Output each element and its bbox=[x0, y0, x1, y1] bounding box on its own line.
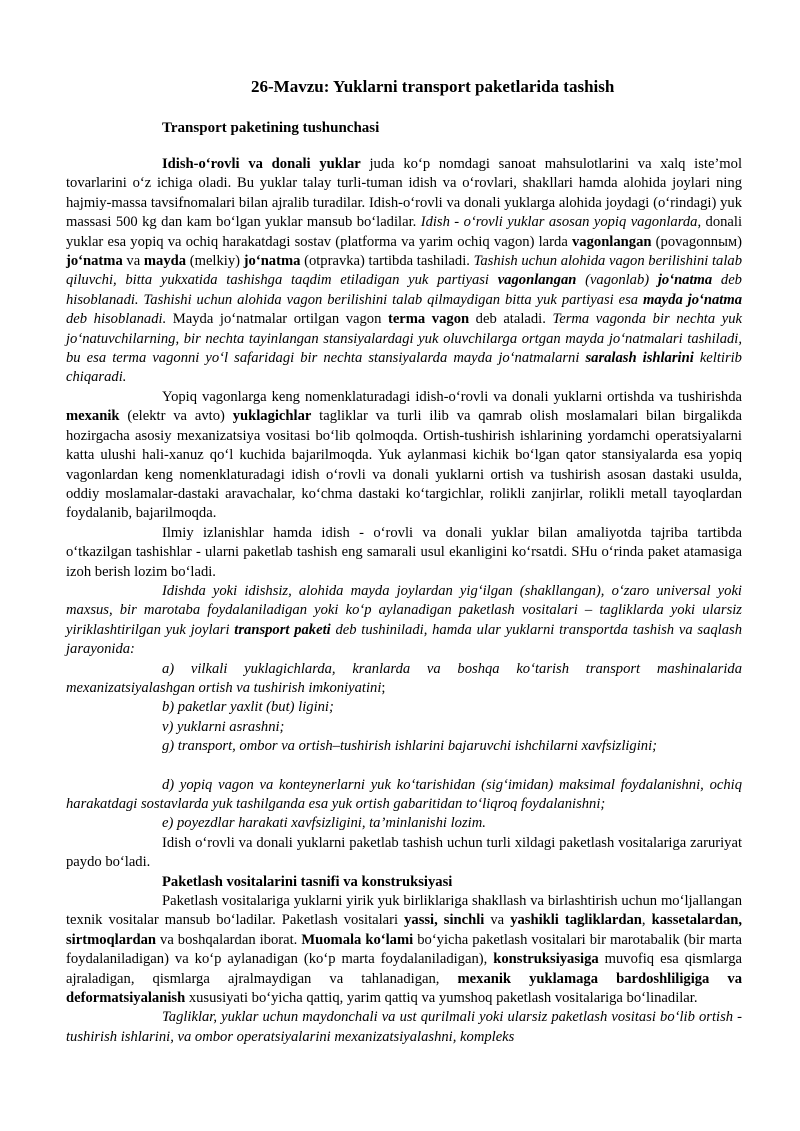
paragraph-4: Idishda yoki idishsiz, alohida mayda joylardan yig‘ilgan (shakllangan), o‘zaro universal yoki maxsus, bir marotaba foydalaniladigan yoki ko‘p aylanadigan paketlash vositalari – tagliklarda yoki ularsiz yiriklashtirilgan yuk joylari transport paketi deb tushiniladi, hamda ular yuklarni transportda tashish va saqlash jarayonida: bbox=[66, 582, 742, 658]
list-item-d: d) yopiq vagon va konteynerlarni yuk ko‘tarishidan (sig‘imidan) maksimal foydalanishni, ochiq harakatdagi sostavlarda yuk tashilganda esa yuk ortish gabaritidan to‘liqroq foydalanishni; bbox=[66, 776, 742, 812]
section-heading-packaging-means: Paketlash vositalarini tasnifi va konstruksiyasi bbox=[162, 873, 453, 890]
list-item-v: v) yuklarni asrashni; bbox=[162, 718, 285, 735]
list-item-a: a) vilkali yuklagichlarda, kranlarda va boshqa ko‘tarish transport mashinalarida mexanizatsiyalashgan ortish va tushirish imkoniyatini; bbox=[66, 660, 742, 696]
paragraph-2: Yopiq vagonlarga keng nomenklaturadagi idish-o‘rovli va donali yuklarni ortishda va tushirishda mexanik (elektr va avto) yuklagichlar tagliklar va turli ilib va qamrab olish moslamalari bilan birgalikda hozirgacha asosiy mexanizatsiya vositasi bo‘lib qolmoqda. Ortish-tushirish ishlarining yordamchi operatsiyalarni katta ulushi hali-xanuz qo‘l kuchida bajarilmoqda. Yuk aylanmasi kichik bo‘lgan qator stansiyalarda esa yopiq vagonlardan keng nomenklaturadagi idish o‘rovli va donali yuklarni ortish va tushirish asosan dastaki usulda, oddiy moslamalar-dastaki aravachalar, ko‘chma dastaki ko‘targichlar, rolikli zanjirlar, rolikli metall tayoqlardan foydalanib, bajarilmoqda. bbox=[66, 388, 742, 522]
paragraph-6: Paketlash vositalariga yuklarni yirik yuk birliklariga shakllash va birlashtirish uchun mo‘ljallangan texnik vositalar mansub bo‘ladilar. Paketlash vositalari yassi, sinchli va yashikli tagliklardan, kassetalardan, sirtmoqlardan va boshqalardan iborat. Muomala ko‘lami bo‘yicha paketlash vositalari bir marotabalik (bir marta foydalaniladigan) va ko‘p aylanadigan (ko‘p marta foydalaniladigan), konstruksiyasiga muvofiq esa qismlarga ajraladigan, qismlarga ajralmaydigan va tahlanadigan, mexanik yuklamaga bardoshliligiga va deformatsiyalanish xususiyati bo‘yicha qattiq, yarim qattiq va yumshoq paketlash vositalariga bo‘linadilar. bbox=[66, 893, 743, 1007]
paragraph-7: Tagliklar, yuklar uchun maydonchali va ust qurilmali yoki ularsiz paketlash vositasi bo‘lib ortish - tushirish ishlarini, va ombor operatsiyalarini mexanizatsiyalashni, kompleks bbox=[66, 1009, 742, 1045]
list-item-g: g) transport, ombor va ortish–tushirish ishlarini bajaruvchi ishchilarni xavfsizligini; bbox=[162, 738, 657, 755]
page-title: 26-Mavzu: Yuklarni transport paketlarida tashish bbox=[251, 77, 615, 96]
list-item-b: b) paketlar yaxlit (but) ligini; bbox=[162, 699, 334, 716]
paragraph-5: Idish o‘rovli va donali yuklarni paketlab tashish uchun turli xildagi paketlash vositalariga zaruriyat paydo bo‘ladi. bbox=[66, 834, 742, 871]
paragraph-1: Idish-o‘rovli va donali yuklar juda ko‘p nomdagi sanoat mahsulotlarini va xalq iste’mol tovarlarini o‘z ichiga oladi. Bu yuklar talay turli-tuman idish va o‘rovlari, shakllari hamda alohida joylari ning hajmiy-massa tavsifnomalari bilan ajralib turadilar. Idish-o‘rovli va donali yuklarga alohida joydagi (o‘rindagi) yuk massasi 500 kg dan kam bo‘lgan yuklar mansub bo‘ladilar. Idish - o‘rovli yuklar asosan yopiq vagonlarda, donali yuklar esa yopiq va ochiq harakatdagi sostav (platforma va yarim ochiq vagon) larda vagonlangan (povagonnым) jo‘natma va mayda (melkiy) jo‘natma (otpravka) tartibda tashiladi. Tashish uchun alohida vagon berilishini talab qiluvchi, bitta yukxatida tashishga taqdim etiladigan yuk partiyasi vagonlangan (vagonlab) jo‘natma deb hisoblanadi. Tashishi uchun alohida vagon berilishini talab qilmaydigan bitta yuk partiyasi esa mayda jo‘natma deb hisoblanadi. Mayda jo‘natmalar ortilgan vagon terma vagon deb ataladi. Terma vagonda bir nechta yuk jo‘natuvchilarning, bir nechta tayinlangan stansiyalardagi yuk oluvchilarga ortgan mayda jo‘natmalari tashiladi, bu esa terma vagonni yo‘l safaridagi bir nechta stansiyalarda mayda jo‘natmalarni saralash ishlarini keltirib chiqaradi. bbox=[66, 156, 743, 386]
document-body bbox=[66, 155, 742, 1047]
paragraph-3: Ilmiy izlanishlar hamda idish - o‘rovli va donali yuklar bilan amaliyotda tajriba tartibda o‘tkazilgan tashishlar - ularni paketlab tashish eng samarali usul ekanligini ko‘rsatdi. SHu o‘rinda paket atamasiga izoh berish lozim bo‘ladi. bbox=[66, 524, 742, 580]
section-heading-transport-package: Transport paketining tushunchasi bbox=[162, 120, 380, 136]
list-item-e: e) poyezdlar harakati xavfsizligini, ta’minlanishi lozim. bbox=[162, 815, 486, 832]
